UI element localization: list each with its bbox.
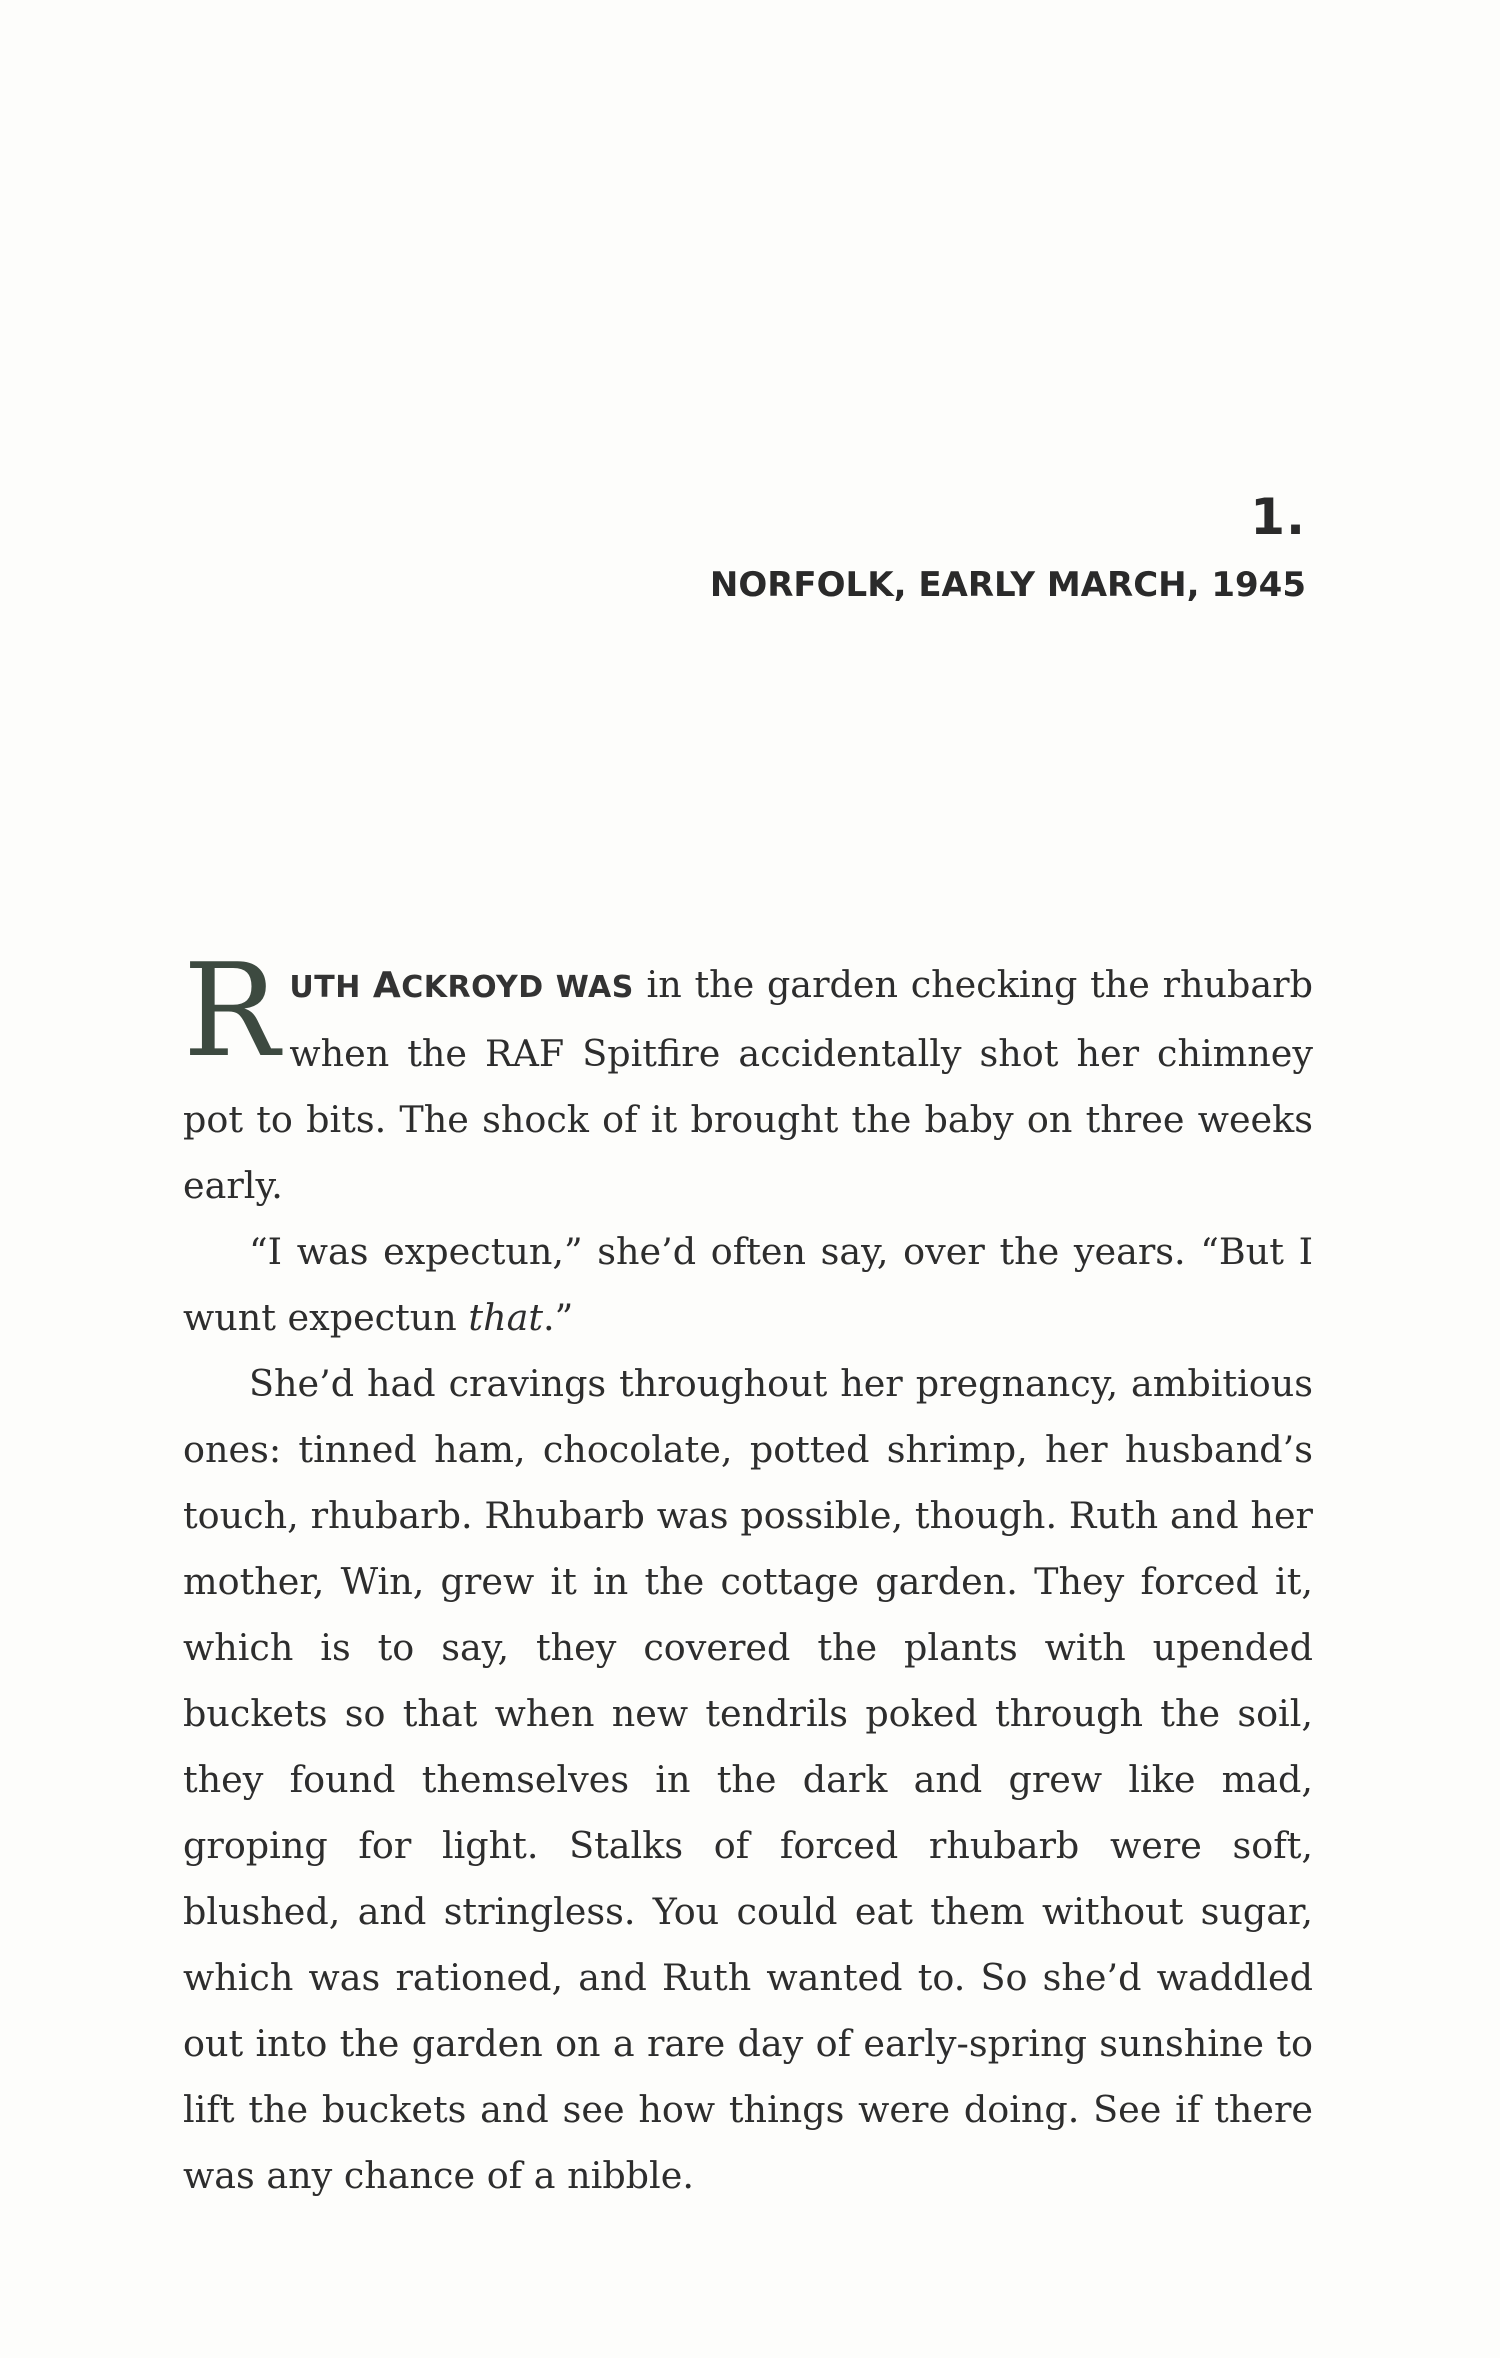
smallcaps-word-1: UTH	[289, 970, 361, 1005]
opening-paragraph	[183, 937, 1313, 1219]
paragraph-2-italic: that	[468, 1296, 544, 1339]
drop-cap: R	[183, 937, 280, 1086]
chapter-body	[183, 937, 1313, 2209]
smallcaps-word-2: CKROYD	[401, 970, 544, 1005]
opening-text: in the garden checking the rhubarb when the RAF Spitfire accidentally shot her chimney pot to bits. The shock of it brought the baby on three weeks early.	[183, 963, 1313, 1207]
paragraph-2	[183, 1219, 1313, 1351]
paragraph-3: She’d had cravings throughout her pregnancy, ambitious ones: tinned ham, chocolate, potted shrimp, her husband’s touch, rhubarb. Rhubarb was possible, though. Ruth and her mother, Win, grew it in the cottage garden. They forced it, which is to say, they covered the plants with upended buckets so that when new tendrils poked through the soil, they found themselves in the dark and grew like mad, groping for light. Stalks of forced rhubarb were soft, blushed, and stringless. You could eat them without sugar, which was rationed, and Ruth wanted to. So she’d waddled out into the garden on a rare day of early-spring sunshine to lift the buckets and see how things were doing. See if there was any chance of a nibble.	[183, 1362, 1313, 2197]
chapter-number: 1.	[1250, 488, 1306, 546]
paragraph-2-end: .”	[543, 1296, 574, 1339]
smallcaps-initial: A	[372, 965, 402, 1006]
chapter-title: NORFOLK, EARLY MARCH, 1945	[709, 565, 1306, 605]
smallcaps-word-3: WAS	[555, 970, 634, 1005]
paragraph-2-text: “I was expectun,” she’d often say, over the years. “But I wunt expectun	[183, 1230, 1313, 1339]
opening-smallcaps	[289, 965, 634, 1006]
